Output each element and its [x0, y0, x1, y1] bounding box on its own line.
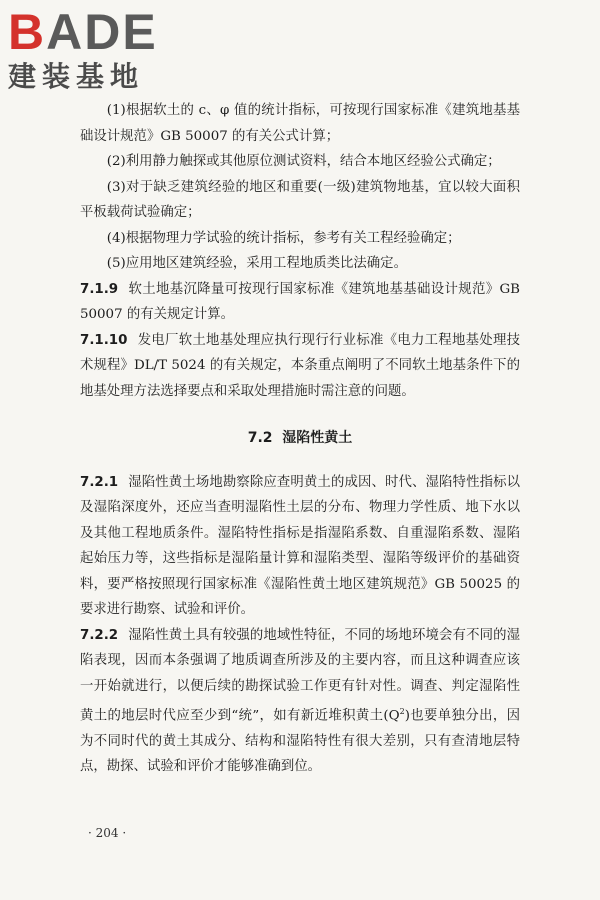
section-number: 7.2 [247, 430, 273, 446]
logo-rest: ADE [46, 4, 158, 60]
list-item: (5)应用地区建筑经验，采用工程地质类比法确定。 [106, 256, 407, 271]
clause-number: 7.1.9 [80, 281, 119, 297]
list-item: (1)根据软土的 c、φ 值的统计指标，可按现行国家标准《建筑地基基础设计规范》GB 50007 的有关公式计算； [80, 103, 520, 144]
section-title-text: 湿陷性黄土 [282, 430, 353, 446]
clause-text: 软土地基沉降量可按现行国家标准《建筑地基基础设计规范》GB 50007 的有关规定计算。 [80, 281, 520, 322]
clause-superscript: 2 [399, 707, 405, 716]
logo-accent: B [8, 4, 47, 60]
clause-text-a: 湿陷性黄土具有较强的地域性特征，不同的场地环境会有不同的湿陷表现，因而本条强调了地质调查所涉及的主要内容，而且这种调查应该一开始就进行，以便后续的勘探试验工作更有针对性。调查、判定湿陷性黄土的地层时代应至少到“统”，如有新近堆积黄土(Q [80, 627, 520, 724]
list-item: (3)对于缺乏建筑经验的地区和重要(一级)建筑物地基，宜以较大面积平板载荷试验确定； [80, 179, 520, 220]
clause-7-1-10 [80, 328, 520, 405]
logo-main-text [8, 6, 178, 58]
clause-text-b: )也要单独分出，因为不同时代的黄土其成分、结构和湿陷特性有很大差别，只有查清地层特点，勘探、试验和评价才能够准确到位。 [80, 708, 520, 775]
clause-text: 发电厂软土地基处理应执行现行行业标准《电力工程地基处理技术规程》DL/T 5024 的有关规定，本条重点阐明了不同软土地基条件下的地基处理方法选择要点和采取处理措施时需注意的问题。 [80, 332, 520, 399]
clause-number: 7.1.10 [80, 332, 128, 348]
logo [8, 6, 178, 94]
clause-7-2-1 [80, 470, 520, 623]
clause-number: 7.2.1 [80, 474, 119, 490]
section-title [80, 426, 520, 452]
clause-7-1-9 [80, 277, 520, 328]
list-item: (2)利用静力触探或其他原位测试资料，结合本地区经验公式确定； [106, 154, 501, 169]
clause-text: 湿陷性黄土场地勘察除应查明黄土的成因、时代、湿陷特性指标以及湿陷深度外，还应当查明湿陷性土层的分布、物理力学性质、地下水以及其他工程地质条件。湿陷特性指标是指湿陷系数、自重湿陷系数、湿陷起始压力等，这些指标是湿陷量计算和湿陷类型、湿陷等级评价的基础资料，要严格按照现行国家标准《湿陷性黄土地区建筑规范》GB 50025 的要求进行勘察、试验和评价。 [80, 474, 520, 617]
document-body [80, 98, 520, 780]
list-item: (4)根据物理力学试验的统计指标，参考有关工程经验确定； [106, 230, 461, 246]
page-number: · 204 · [88, 826, 127, 840]
clause-7-2-2 [80, 623, 520, 780]
logo-sub-text: 建装基地 [8, 60, 145, 93]
clause-number: 7.2.2 [80, 627, 119, 643]
